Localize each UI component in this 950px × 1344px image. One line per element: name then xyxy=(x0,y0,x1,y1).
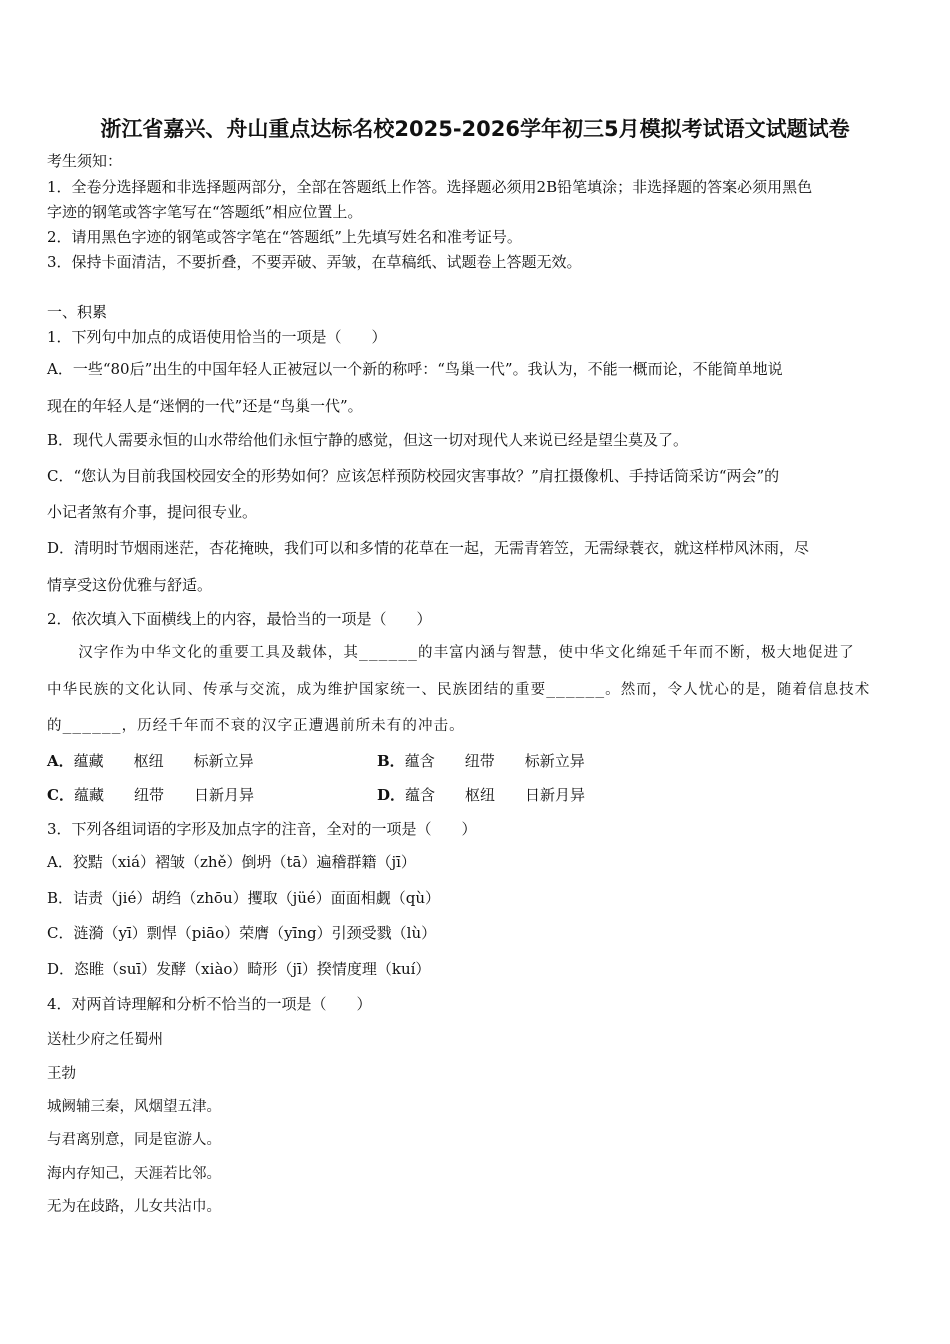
question-2-option-a xyxy=(47,751,284,771)
question-2-stem: 2．依次填入下面横线上的内容，最恰当的一项是（ ） xyxy=(47,610,432,628)
question-1-option-b: B．现代人需要永恒的山水带给他们永恒宁静的感觉，但这一切对现代人来说已经是望尘莫及了。 xyxy=(47,431,689,449)
option-word: 纽带 xyxy=(133,786,164,804)
question-2-option-c xyxy=(47,785,284,805)
question-1-option-c: C．“您认为目前我国校园安全的形势如何？应该怎样预防校园灾害事故？”肩扛摄像机、手持话筒采访“两会”的 xyxy=(47,467,780,485)
notice-item: 1．全卷分选择题和非选择题两部分，全部在答题纸上作答。选择题必须用2B铅笔填涂；非选择题的答案必须用黑色 xyxy=(47,178,813,196)
question-1-option-a: A．一些“80后”出生的中国年轻人正被冠以一个新的称呼：“鸟巢一代”。我认为，不能一概而论，不能简单地说 xyxy=(47,360,783,378)
option-label: C． xyxy=(47,786,74,804)
question-2-option-b xyxy=(377,751,615,771)
question-2-passage: 汉字作为中华文化的重要工具及载体，其______的丰富内涵与智慧，使中华文化绵延千年而不断，极大地促进了 xyxy=(47,645,855,661)
question-1-option-c-cont: 小记者煞有介事，提问很专业。 xyxy=(47,503,258,521)
notice-heading: 考生须知： xyxy=(47,152,123,170)
question-1-option-a-cont: 现在的年轻人是“迷惘的一代”还是“鸟巢一代”。 xyxy=(47,397,363,415)
notice-item: 3．保持卡面清洁，不要折叠，不要弄破、弄皱，在草稿纸、试题卷上答题无效。 xyxy=(47,253,582,271)
option-word: 日新月异 xyxy=(525,786,586,804)
poem-line: 海内存知己，天涯若比邻。 xyxy=(47,1166,221,1182)
option-label: D． xyxy=(377,786,406,804)
notice-item: 字迹的钢笔或答字笔写在“答题纸”相应位置上。 xyxy=(47,203,363,221)
question-3-stem: 3．下列各组词语的字形及加点字的注音，全对的一项是（ ） xyxy=(47,820,477,838)
option-word: 蕴藏 xyxy=(73,786,104,804)
option-word: 蕴藏 xyxy=(73,752,104,770)
question-1-stem: 1．下列句中加点的成语使用恰当的一项是（ ） xyxy=(47,328,387,346)
option-word: 纽带 xyxy=(464,752,495,770)
poem-author: 王勃 xyxy=(47,1066,76,1082)
option-label: B． xyxy=(377,752,405,770)
poem-line: 无为在歧路，儿女共沾巾。 xyxy=(47,1199,221,1215)
option-word: 枢纽 xyxy=(133,752,164,770)
question-1-option-d-cont: 情享受这份优雅与舒适。 xyxy=(47,576,213,594)
question-2-passage: 的______，历经千年而不衰的汉字正遭遇前所未有的冲击。 xyxy=(47,718,465,734)
question-1-option-d: D．清明时节烟雨迷茫，杏花掩映，我们可以和多情的花草在一起，无需青箬笠，无需绿蓑衣，就这样栉风沐雨，尽 xyxy=(47,539,810,557)
option-word: 日新月异 xyxy=(193,786,254,804)
question-3-option-c: C．涟漪（yī）剽悍（piāo）荣膺（yīng）引颈受戮（lù） xyxy=(47,924,437,942)
option-word: 标新立异 xyxy=(193,752,254,770)
option-word: 蕴含 xyxy=(404,752,435,770)
section-heading: 一、积累 xyxy=(47,303,108,321)
option-label: A． xyxy=(47,752,74,770)
question-2-passage: 中华民族的文化认同、传承与交流，成为维护国家统一、民族团结的重要______。然而，令人忧心的是，随着信息技术 xyxy=(47,682,871,698)
question-3-option-a: A．狡黠（xiá）褶皱（zhě）倒坍（tā）遍稽群籍（jī） xyxy=(47,853,416,871)
page-title: 浙江省嘉兴、舟山重点达标名校2025-2026学年初三5月模拟考试语文试题试卷 xyxy=(100,117,850,141)
option-word: 枢纽 xyxy=(465,786,496,804)
poem-line: 城阙辅三秦，风烟望五津。 xyxy=(47,1099,221,1115)
option-word: 标新立异 xyxy=(524,752,585,770)
question-4-stem: 4．对两首诗理解和分析不恰当的一项是（ ） xyxy=(47,995,372,1013)
poem-line: 与君离别意，同是宦游人。 xyxy=(47,1132,221,1148)
poem-title: 送杜少府之任蜀州 xyxy=(47,1032,163,1048)
question-3-option-d: D．恣睢（suī）发酵（xiào）畸形（jī）揆情度理（kuí） xyxy=(47,960,431,978)
question-3-option-b: B．诘责（jié）胡绉（zhōu）攫取（jüé）面面相觑（qù） xyxy=(47,889,441,907)
question-2-option-d xyxy=(377,785,615,805)
notice-item: 2．请用黑色字迹的钢笔或答字笔在“答题纸”上先填写姓名和准考证号。 xyxy=(47,228,522,246)
option-word: 蕴含 xyxy=(405,786,436,804)
